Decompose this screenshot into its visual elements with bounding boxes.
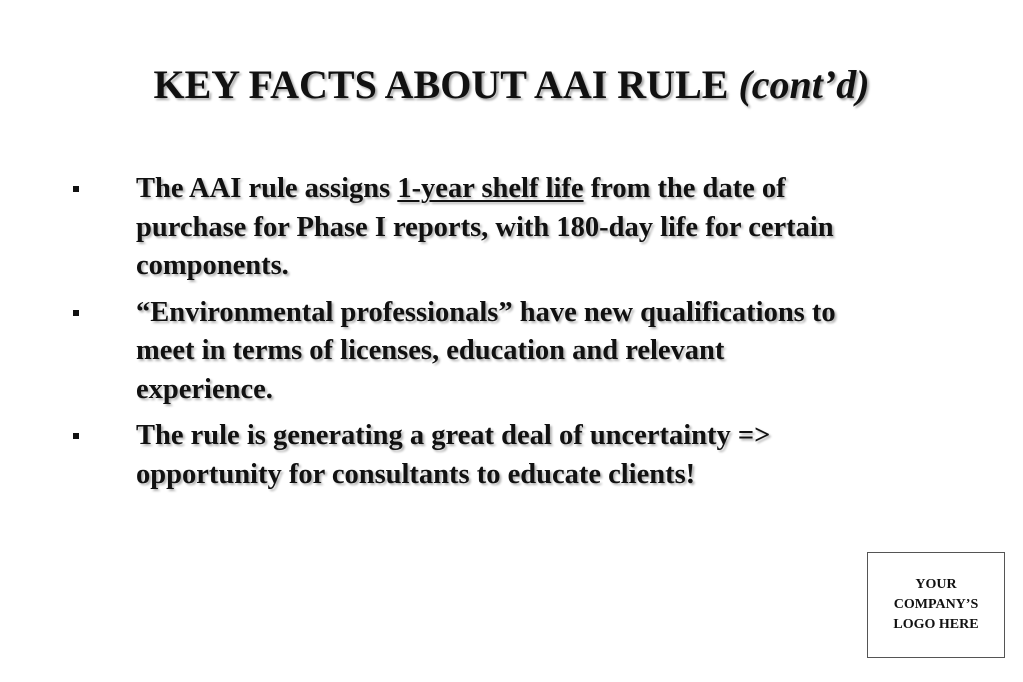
logo-line-1: YOUR xyxy=(915,577,957,592)
bullet-1-text-after: from the date of purchase for Phase I reports, with 180-day life for certain components. xyxy=(136,173,834,281)
logo-line-3: LOGO HERE xyxy=(893,617,979,632)
title-subtitle: (cont’d) xyxy=(738,62,870,107)
square-bullet-icon xyxy=(73,310,79,316)
bullet-2-text: “Environmental professionals” have new qualifications to meet in terms of licenses, education and relevant experience. xyxy=(136,296,836,405)
logo-line-2: COMPANY’S xyxy=(893,597,979,612)
company-logo-placeholder xyxy=(867,552,1005,658)
bullet-item-3 xyxy=(70,417,860,494)
title-main: KEY FACTS ABOUT AAI RULE xyxy=(153,62,729,107)
bullet-3-text: The rule is generating a great deal of uncertainty => opportunity for consultants to educate clients! xyxy=(136,420,771,490)
bullet-1-emphasis: 1-year shelf life xyxy=(397,173,584,204)
bullet-list xyxy=(70,170,860,502)
bullet-1-text-before: The AAI rule assigns xyxy=(136,173,398,204)
bullet-item-1 xyxy=(70,170,860,286)
slide-title xyxy=(0,60,1023,110)
logo-placeholder-text xyxy=(893,575,978,635)
bullet-item-2 xyxy=(70,294,860,410)
square-bullet-icon xyxy=(73,186,79,192)
square-bullet-icon xyxy=(73,433,79,439)
